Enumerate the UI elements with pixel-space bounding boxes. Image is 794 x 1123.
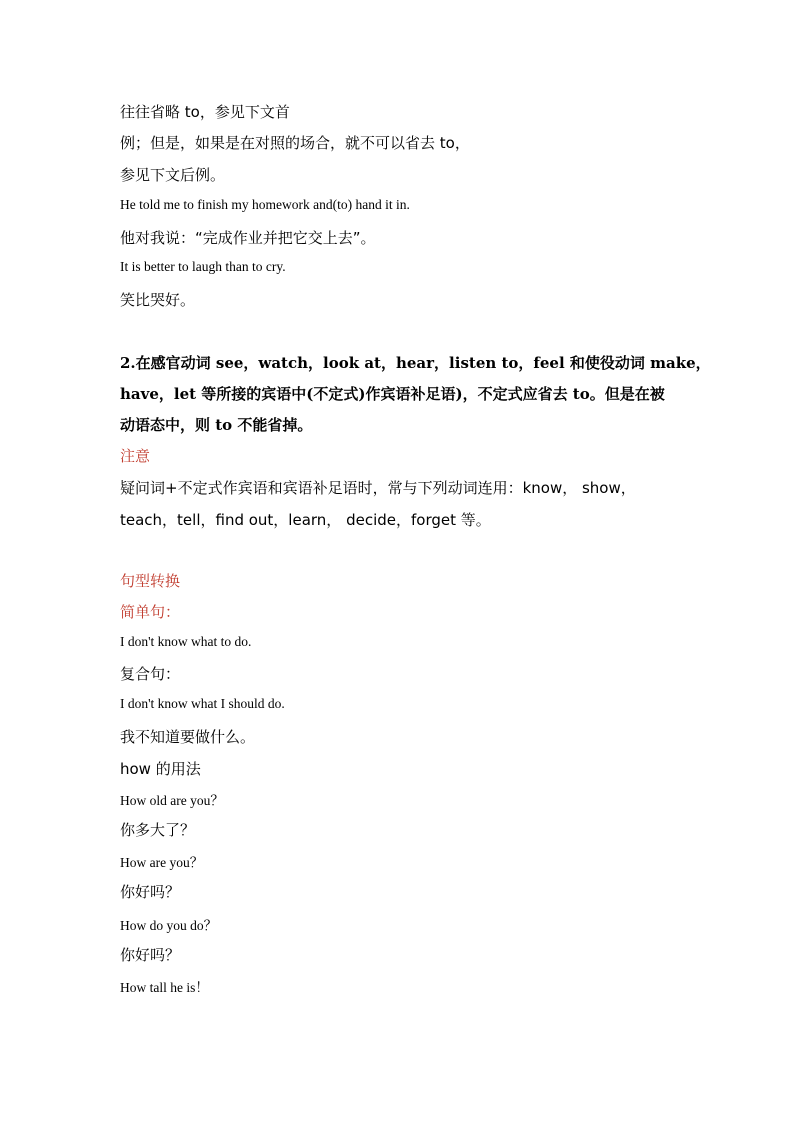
text-line: 往往省略 to，参见下文首 [120,103,290,121]
rule-heading: have，let 等所接的宾语中(不定式)作宾语补足语)，不定式应省去 to。但是在被 [120,385,665,403]
example-sentence: How are you？ [120,855,204,870]
text-line: 例；但是，如果是在对照的场合，就不可以省去 to， [120,134,470,152]
text-line: teach，tell，find out，learn， decide，forget 等。 [120,511,491,529]
example-sentence: How old are you？ [120,793,224,808]
translation-line: 你多大了？ [120,821,196,839]
example-sentence: I don't know what to do. [120,634,252,649]
text-line: 参见下文后例。 [120,166,226,184]
example-sentence: How do you do？ [120,918,218,933]
translation-line: 我不知道要做什么。 [120,728,256,746]
translation-line: 笑比哭好。 [120,291,196,309]
rule-heading: 动语态中，则 to 不能省掉。 [120,416,313,434]
subheading: 复合句： [120,665,181,683]
example-sentence: How tall he is！ [120,980,209,995]
rule-heading: 2.在感官动词 see，watch，look at，hear，listen to，feel 和使役动词 make， [120,354,711,372]
translation-line: 他对我说：“完成作业并把它交上去”。 [120,229,376,247]
section-heading: 句型转换 [120,572,181,590]
subheading: 简单句： [120,603,181,621]
example-sentence: I don't know what I should do. [120,696,285,711]
note-heading: 注意 [120,447,151,465]
translation-line: 你好吗？ [120,883,181,901]
example-sentence: It is better to laugh than to cry. [120,259,286,274]
subheading: how 的用法 [120,760,201,778]
translation-line: 你好吗？ [120,946,181,964]
text-line: 疑问词+不定式作宾语和宾语补足语时，常与下列动词连用：know， show， [120,479,636,497]
example-sentence: He told me to finish my homework and(to) hand it in. [120,197,410,212]
